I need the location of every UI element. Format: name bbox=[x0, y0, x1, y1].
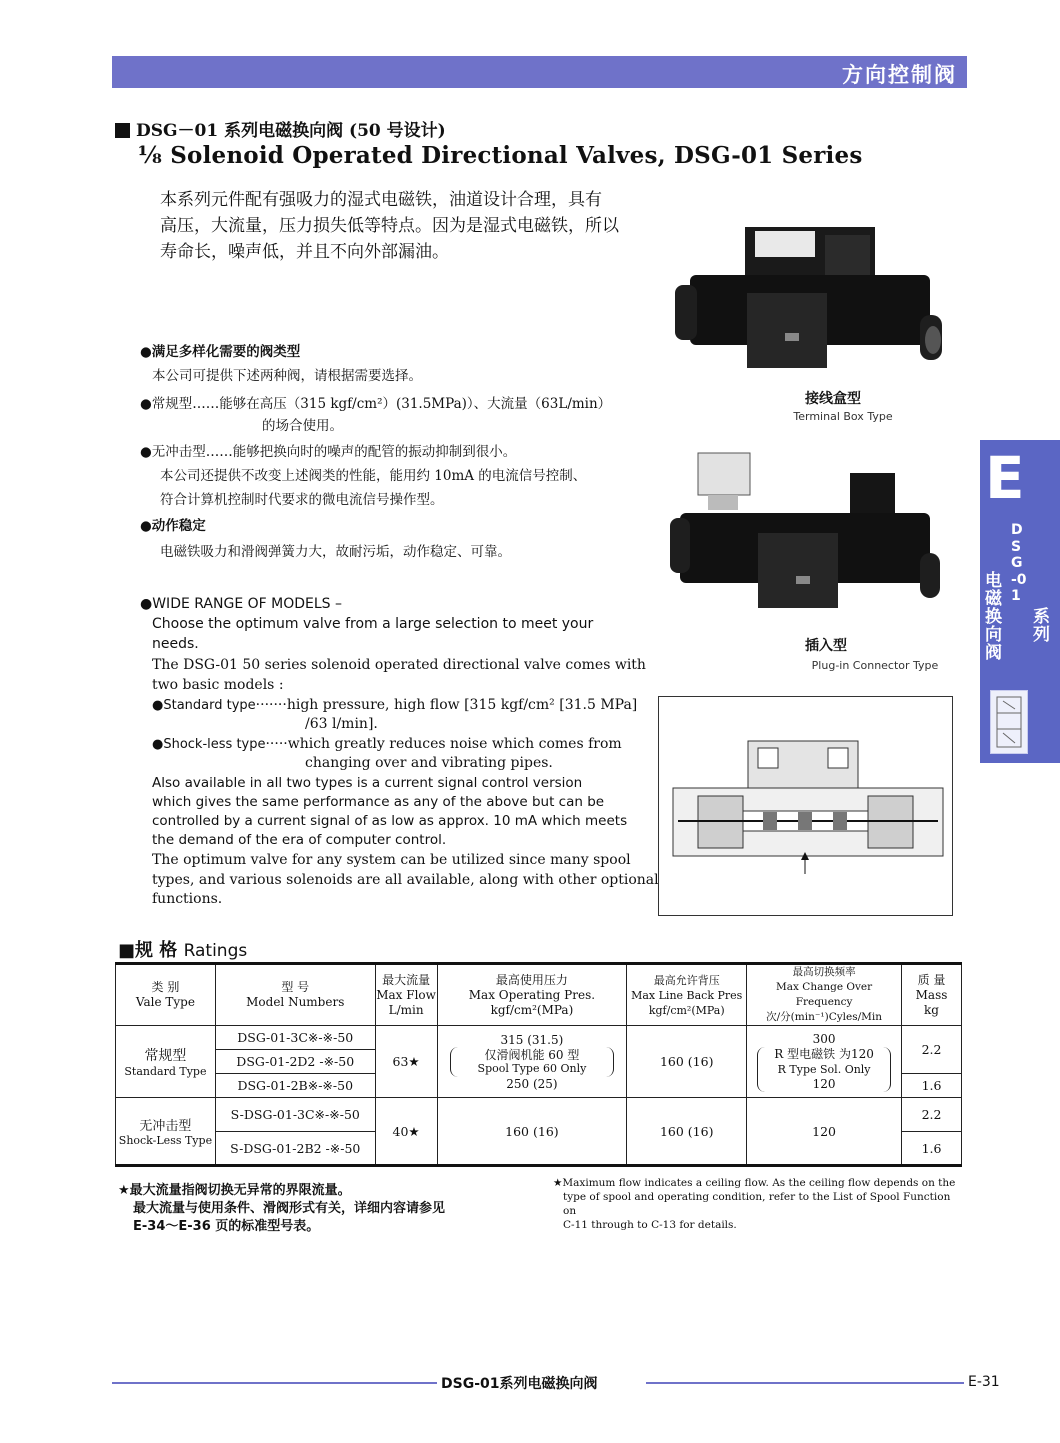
col-model: 型 号 Model Numbers bbox=[215, 964, 375, 1026]
feature-en-p4a: The optimum valve for any system can be utilized since many spool bbox=[152, 852, 631, 868]
terminal-box-valve-image bbox=[675, 215, 945, 390]
table-row bbox=[116, 1098, 962, 1132]
sl-mass-1: 2.2 bbox=[902, 1098, 962, 1132]
footer-rule-right bbox=[646, 1382, 964, 1384]
feature-cn-line-5: 本公司还提供不改变上述阀类的性能，能用约 10mA 的电流信号控制、 bbox=[160, 468, 587, 484]
title-cn: DSG－01 系列电磁换向阀 (50 号设计) bbox=[115, 116, 446, 141]
sl-model-1: S-DSG-01-3C※-※-50 bbox=[215, 1098, 375, 1132]
feature-cn-heading-1: ●满足多样化需要的阀类型 bbox=[140, 344, 301, 360]
intro-line-2: 高压，大流量，压力损失低等特点。因为是湿式电磁铁，所以 bbox=[160, 216, 619, 236]
sl-type-cell: 无冲击型 Shock-Less Type bbox=[116, 1098, 216, 1166]
feature-en-p2b: two basic models : bbox=[152, 677, 284, 693]
footer-rule-left bbox=[112, 1382, 437, 1384]
ratings-heading-cn: ■规 格 bbox=[118, 940, 178, 961]
series-vertical-label bbox=[983, 520, 1059, 680]
std-back-pressure: 160 (16) bbox=[627, 1026, 747, 1098]
std-flow: 63★ bbox=[375, 1026, 437, 1098]
std-mass-1: 2.2 bbox=[902, 1026, 962, 1074]
header-banner bbox=[112, 56, 967, 88]
note-cn: ★最大流量指阀切换无异常的界限流量。 最大流量与使用条件、滑阀形式有关，详细内容请参见 E-34～E-36 页的标准型号表。 bbox=[118, 1183, 446, 1234]
feature-en-p3b: which gives the same performance as any of the above but can be bbox=[152, 794, 605, 810]
square-bullet-icon bbox=[115, 123, 130, 138]
std-pressure: 315 (31.5) 仅滑阀机能 60 型 Spool Type 60 Only 250 (25) bbox=[437, 1026, 627, 1098]
feature-cn-line-1: 本公司可提供下述两种阀，请根据需要选择。 bbox=[152, 368, 422, 384]
feature-en-heading: ●WIDE RANGE OF MODELS – bbox=[140, 596, 343, 612]
cross-section-drawing bbox=[658, 696, 953, 916]
ratings-table bbox=[115, 962, 962, 1167]
col-back-pressure: 最高允许背压 Max Line Back Pres kgf/cm²(MPa) bbox=[627, 964, 747, 1026]
shockless-type-label: ●Shock-less type bbox=[152, 737, 266, 752]
table-header-row bbox=[116, 964, 962, 1026]
col-pressure: 最高使用压力 Max Operating Pres. kgf/cm²(MPa) bbox=[437, 964, 627, 1026]
series-name-cn: 电磁换向阀 bbox=[985, 571, 1002, 663]
feature-en-p1b: needs. bbox=[152, 636, 199, 652]
series-suffix-cn: 系列 bbox=[1033, 607, 1050, 645]
terminal-box-label: 接线盒型 Terminal Box Type bbox=[793, 391, 893, 423]
feature-en-p1a: Choose the optimum valve from a large selection to meet your bbox=[152, 616, 594, 632]
col-frequency: 最高切换频率 Max Change Over Frequency 次/分(min⁻¹)Cyles/Min bbox=[747, 964, 902, 1026]
intro-line-1: 本系列元件配有强吸力的湿式电磁铁，油道设计合理，具有 bbox=[160, 190, 602, 210]
intro-line-3: 寿命长，噪声低，并且不向外部漏油。 bbox=[160, 242, 449, 262]
col-mass: 质 量 Mass kg bbox=[902, 964, 962, 1026]
standard-type-label: ●Standard type bbox=[152, 698, 256, 713]
footer-title: DSG-01系列电磁换向阀 bbox=[441, 1376, 598, 1392]
feature-cn-line-6: 符合计算机控制时代要求的微电流信号操作型。 bbox=[160, 492, 444, 508]
section-letter: E bbox=[985, 444, 1025, 512]
feature-cn-line-7: 电磁铁吸力和滑阀弹簧力大，故耐污垢，动作稳定、可靠。 bbox=[160, 544, 511, 560]
feature-en-p3a: Also available in all two types is a current signal control version bbox=[152, 775, 583, 791]
std-model-3: DSG-01-2B※-※-50 bbox=[215, 1074, 375, 1098]
table-row bbox=[116, 1026, 962, 1050]
sl-pressure: 160 (16) bbox=[437, 1098, 627, 1166]
banner-title: 方向控制阀 bbox=[842, 63, 957, 87]
feature-en-p4c: functions. bbox=[152, 891, 223, 907]
ratings-heading-en: Ratings bbox=[183, 941, 248, 961]
sl-frequency: 120 bbox=[747, 1098, 902, 1166]
feature-en-standard bbox=[152, 696, 637, 716]
valve-symbol-icon bbox=[990, 690, 1028, 754]
feature-en-shockless-2: changing over and vibrating pipes. bbox=[305, 755, 553, 771]
feature-cn-line-2: ●常规型……能够在高压（315 kgf/cm²）(31.5MPa)）、大流量（63L/min） bbox=[140, 396, 612, 412]
shockless-type-text: ·····which greatly reduces noise which comes from bbox=[265, 736, 622, 752]
feature-en-p2a: The DSG-01 50 series solenoid operated directional valve comes with bbox=[152, 657, 646, 673]
sl-mass-2: 1.6 bbox=[902, 1132, 962, 1166]
std-type-cell: 常规型 Standard Type bbox=[116, 1026, 216, 1098]
feature-en-p4b: types, and various solenoids are all available, along with other optional bbox=[152, 872, 659, 888]
plug-in-label: 插入型 Plug-in Connector Type bbox=[805, 638, 939, 672]
feature-en-p3c: controlled by a current signal of as low as approx. 10 mA which meets bbox=[152, 813, 628, 829]
page-number: E-31 bbox=[968, 1374, 1000, 1390]
std-model-2: DSG-01-2D2 -※-50 bbox=[215, 1050, 375, 1074]
sl-back-pressure: 160 (16) bbox=[627, 1098, 747, 1166]
note-en: ★Maximum flow indicates a ceiling flow. As the ceiling flow depends on the type of spool and operating condition, refer to the List of Spool Function on C-11 through to C-13 for details. bbox=[553, 1177, 956, 1231]
feature-cn-line-3: 的场合使用。 bbox=[262, 418, 343, 434]
plug-in-valve-image bbox=[670, 448, 945, 623]
feature-en-shockless bbox=[152, 735, 622, 755]
std-model-1: DSG-01-3C※-※-50 bbox=[215, 1026, 375, 1050]
feature-en-standard-2: /63 l/min]. bbox=[305, 716, 378, 732]
col-flow: 最大流量 Max Flow L/min bbox=[375, 964, 437, 1026]
title-en bbox=[138, 142, 862, 169]
std-mass-2: 1.6 bbox=[902, 1074, 962, 1098]
feature-en-p3d: the demand of the era of computer control. bbox=[152, 832, 447, 848]
col-type: 类 别 Vale Type bbox=[116, 964, 216, 1026]
std-frequency: 300 R 型电磁铁 为120 R Type Sol. Only 120 bbox=[747, 1026, 902, 1098]
series-code: DSG-01 bbox=[1011, 522, 1027, 604]
feature-cn-line-4: ●无冲击型……能够把换向时的噪声的配管的振动抑制到很小。 bbox=[140, 444, 517, 460]
ratings-heading bbox=[118, 936, 247, 962]
feature-cn-heading-2: ●动作稳定 bbox=[140, 518, 206, 534]
sl-model-2: S-DSG-01-2B2 -※-50 bbox=[215, 1132, 375, 1166]
sl-flow: 40★ bbox=[375, 1098, 437, 1166]
standard-type-text: ·······high pressure, high flow [315 kgf/cm² [31.5 MPa] bbox=[255, 697, 638, 713]
title-en-text: Solenoid Operated Directional Valves, DSG-01 Series bbox=[170, 142, 863, 169]
title-fraction: ⅛ bbox=[138, 142, 163, 169]
